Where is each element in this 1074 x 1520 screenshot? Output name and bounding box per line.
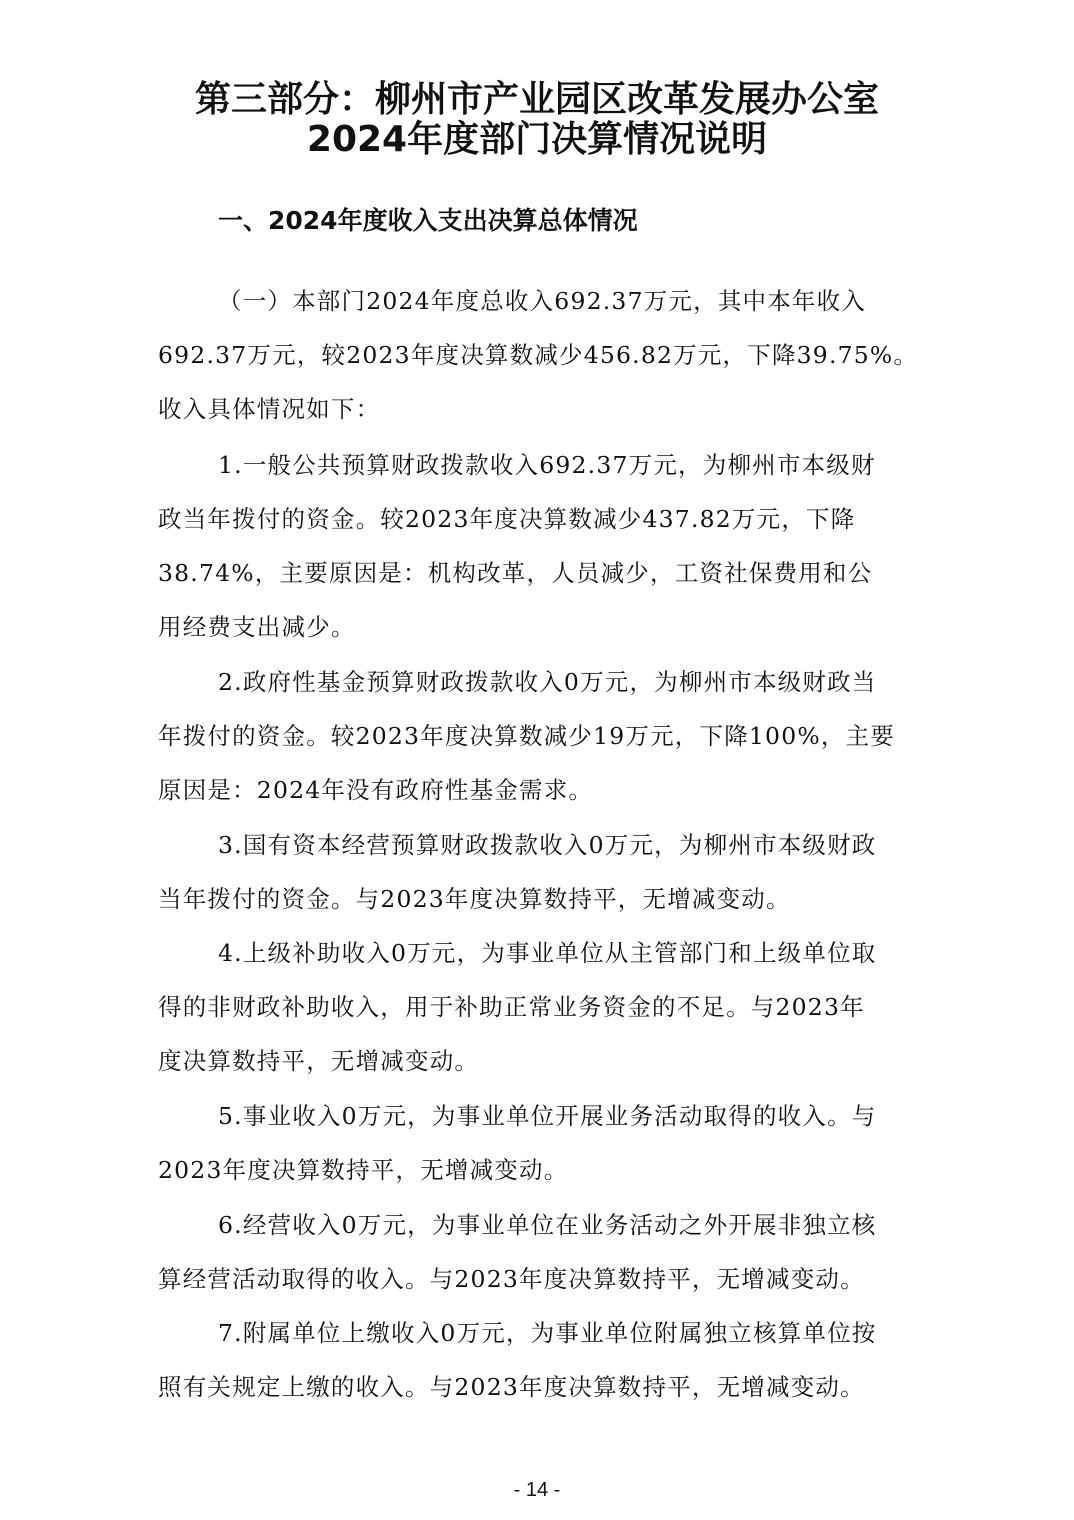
- text-line: 38.74%，主要原因是：机构改革，人员减少，工资社保费用和公: [158, 559, 873, 587]
- text-line: 5.事业收入0万元，为事业单位开展业务活动取得的收入。与: [218, 1102, 877, 1130]
- text-line: 7.附属单位上缴收入0万元，为事业单位附属独立核算单位按: [218, 1319, 877, 1347]
- text-line: 年拨付的资金。较2023年度决算数减少19万元，下降100%，主要: [158, 722, 895, 750]
- text-line: 得的非财政补助收入，用于补助正常业务资金的不足。与2023年: [158, 993, 865, 1021]
- text-line: 度决算数持平，无增减变动。: [158, 1047, 480, 1075]
- text-line: 6.经营收入0万元，为事业单位在业务活动之外开展非独立核: [218, 1211, 877, 1239]
- text-line: 照有关规定上缴的收入。与2023年度决算数持平，无增减变动。: [158, 1373, 865, 1401]
- text-line: 算经营活动取得的收入。与2023年度决算数持平，无增减变动。: [158, 1265, 865, 1293]
- text-line: 当年拨付的资金。与2023年度决算数持平，无增减变动。: [158, 885, 791, 913]
- text-line: 4.上级补助收入0万元，为事业单位从主管部门和上级单位取: [218, 939, 877, 967]
- text-line: 2023年度决算数持平，无增减变动。: [158, 1156, 569, 1184]
- text-line: 2.政府性基金预算财政拨款收入0万元，为柳州市本级财政当: [218, 668, 877, 696]
- text-line: 3.国有资本经营预算财政拨款收入0万元，为柳州市本级财政: [218, 831, 877, 859]
- page-number: - 14 -: [513, 1479, 561, 1501]
- text-line: 用经费支出减少。: [158, 613, 356, 641]
- text-line: 原因是：2024年没有政府性基金需求。: [158, 776, 594, 804]
- text-line: 692.37万元，较2023年度决算数减少456.82万元，下降39.75%。: [158, 341, 919, 369]
- section-heading: 一、2024年度收入支出决算总体情况: [218, 206, 638, 235]
- text-line: 1.一般公共预算财政拨款收入692.37万元，为柳州市本级财: [218, 451, 876, 479]
- document-title-line-1: 第三部分：柳州市产业园区改革发展办公室: [194, 79, 879, 120]
- text-line: 收入具体情况如下：: [158, 395, 381, 423]
- text-line: （一）本部门2024年度总收入692.37万元，其中本年收入: [218, 287, 867, 315]
- document-title-line-2: 2024年度部门决算情况说明: [306, 119, 768, 160]
- text-line: 政当年拨付的资金。较2023年度决算数减少437.82万元，下降: [158, 505, 856, 533]
